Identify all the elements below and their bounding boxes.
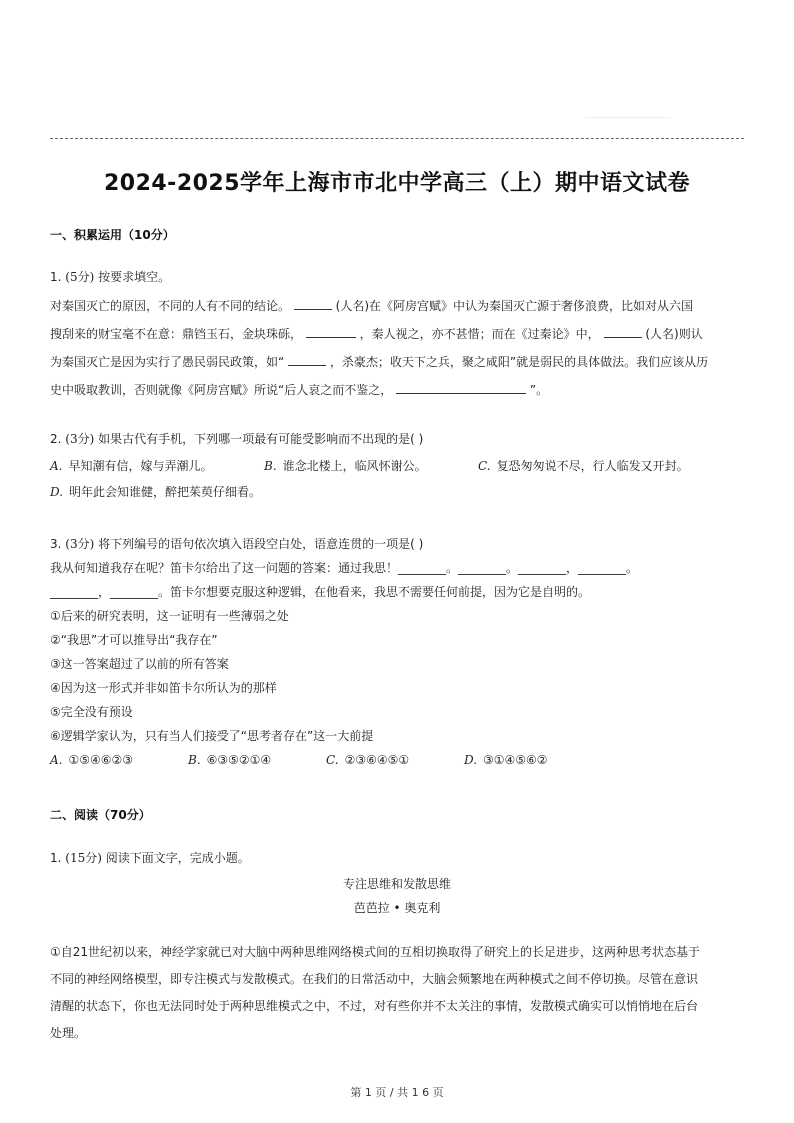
- q1-prompt: 按要求填空。: [98, 270, 171, 284]
- q2-option-a[interactable]: A. 早知潮有信，嫁与弄潮儿。: [50, 459, 213, 473]
- r1-score: (15分): [65, 851, 102, 865]
- article-para-line-3: 清醒的状态下，你也无法同时处于两种思维模式之中，不过，对有些你并不太关注的事情，发散模式确实可以悄悄地在后台: [50, 999, 699, 1013]
- q3-item-2: ②“我思”才可以推导出“我存在”: [50, 633, 218, 647]
- article-para-line-1: ①自21世纪初以来，神经学家就已对大脑中两种思维网络模式间的互相切换取得了研究上的长足进步，这两种思考状态基于: [50, 945, 701, 959]
- q1-line-2: 搜刮来的财宝毫不在意：鼎铛玉石，金块珠砾， ，秦人视之，亦不甚惜；而在《过秦论》中， (人名)则认: [50, 327, 703, 341]
- q3-item-3: ③这一答案超过了以前的所有答案: [50, 657, 229, 671]
- q1-blank-2[interactable]: [306, 326, 356, 338]
- q3-number: 3.: [50, 537, 62, 551]
- q2-option-b[interactable]: B. 谁念北楼上，临风怀谢公。: [264, 459, 427, 473]
- q3-score: (3分): [65, 537, 95, 551]
- q1-blank-4[interactable]: [288, 354, 326, 366]
- q1-header: [50, 270, 750, 284]
- q3-passage-line-1: 我从何知道我存在呢？笛卡尔给出了这一问题的答案：通过我思！________。________。________，________。: [50, 561, 639, 575]
- q2-header: [50, 432, 750, 446]
- q2-number: 2.: [50, 432, 62, 446]
- q3-option-c[interactable]: C. ②③⑥④⑤①: [326, 753, 410, 767]
- header-dashed-rule: [50, 138, 744, 139]
- q1-score: (5分): [65, 270, 95, 284]
- q3-item-5: ⑤完全没有预设: [50, 705, 133, 719]
- q1-number: 1.: [50, 270, 62, 284]
- q2-prompt: 如果古代有手机，下列哪一项最有可能受影响而不出现的是( ): [98, 432, 424, 446]
- page-title: 2024-2025学年上海市市北中学高三（上）期中语文试卷: [103, 171, 691, 196]
- r1-number: 1.: [50, 851, 62, 865]
- section-heading-reading: 二、阅读（70分）: [50, 808, 151, 822]
- article-author: 芭芭拉 • 奥克利: [353, 901, 441, 915]
- q3-item-4: ④因为这一形式并非如笛卡尔所认为的那样: [50, 681, 277, 695]
- q2-option-d[interactable]: D. 明年此会知谁健，醉把茱萸仔细看。: [50, 485, 262, 499]
- r1-header: [50, 851, 750, 865]
- r1-prompt: 阅读下面文字，完成小题。: [105, 851, 250, 865]
- q1-line-1: 对秦国灭亡的原因，不同的人有不同的结论。 (人名)在《阿房宫赋》中认为秦国灭亡源于奢侈浪费，比如对从六国: [50, 299, 694, 313]
- q1-blank-5[interactable]: [396, 382, 526, 394]
- q3-option-d[interactable]: D. ③①④⑤⑥②: [464, 753, 548, 767]
- page-footer: 第 1 页 / 共 1 6 页: [350, 1086, 444, 1099]
- q2-score: (3分): [65, 432, 95, 446]
- section-heading-accumulation: 一、积累运用（10分）: [50, 228, 175, 242]
- article-para-line-4: 处理。: [50, 1026, 87, 1040]
- q1-blank-3[interactable]: [604, 326, 642, 338]
- q1-blank-1[interactable]: [294, 298, 332, 310]
- q3-header: [50, 537, 750, 551]
- header-faint-line: [585, 117, 670, 118]
- article-title: 专注思维和发散思维: [342, 877, 451, 891]
- q3-passage-line-2: ________，________。笛卡尔想要克服这种逻辑，在他看来，我思不需要任何前提，因为它是自明的。: [50, 585, 591, 599]
- q3-item-6: ⑥逻辑学家认为，只有当人们接受了“思考者存在”这一大前提: [50, 729, 374, 743]
- q3-option-a[interactable]: A. ①⑤④⑥②③: [50, 753, 134, 767]
- q2-option-c[interactable]: C. 复恐匆匆说不尽，行人临发又开封。: [478, 459, 689, 473]
- q3-option-b[interactable]: B. ⑥③⑤②①④: [188, 753, 272, 767]
- q1-line-4: 史中吸取教训，否则就像《阿房宫赋》所说“后人哀之而不鉴之， ”。: [50, 383, 549, 397]
- q3-item-1: ①后来的研究表明，这一证明有一些薄弱之处: [50, 609, 289, 623]
- q3-prompt: 将下列编号的语句依次填入语段空白处，语意连贯的一项是( ): [98, 537, 424, 551]
- q1-line-3: 为秦国灭亡是因为实行了愚民弱民政策，如“ ，杀豪杰；收天下之兵，聚之咸阳”就是弱民的具体做法。我们应该从历: [50, 355, 709, 369]
- article-para-line-2: 不同的神经网络模型，即专注模式与发散模式。在我们的日常活动中，大脑会频繁地在两种模式之间不停切换。尽管在意识: [50, 972, 699, 986]
